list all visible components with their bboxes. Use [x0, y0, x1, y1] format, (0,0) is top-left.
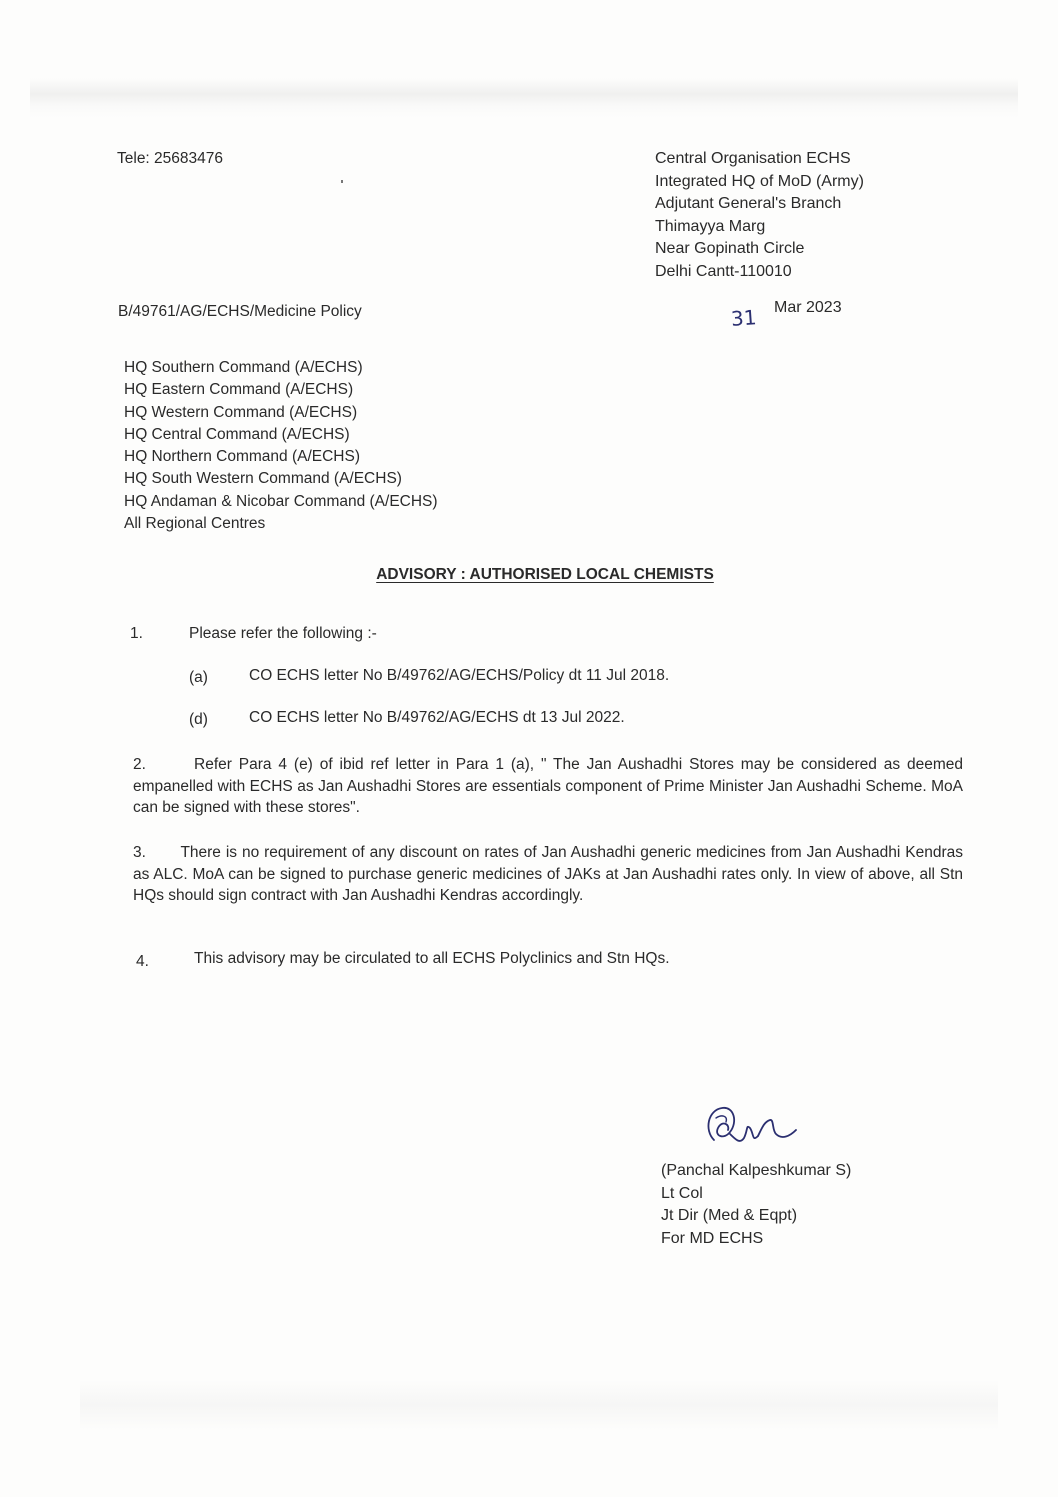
para-3-text: There is no requirement of any discount on rates of Jan Aushadhi generic medicines from Jan Aushadhi Kendras as ALC. MoA can be signed to purchase generic medicines of JAKs at Jan Aushadhi rates only. In view of above, all Stn HQs should sign contract with Jan Aushadhi Kendras accordingly.	[133, 844, 963, 904]
paragraph-3	[133, 842, 963, 907]
addressee: HQ Western Command (A/ECHS)	[124, 403, 358, 421]
addressee-list	[124, 357, 438, 535]
scan-shadow-bottom	[80, 1380, 998, 1430]
signatory-appointment: Jt Dir (Med & Eqpt)	[661, 1207, 798, 1224]
paragraph-2	[133, 754, 963, 819]
para-1-item-text: CO ECHS letter No B/49762/AG/ECHS dt 13 Jul 2022.	[249, 709, 625, 726]
para-4-number: 4.	[136, 953, 149, 970]
subject-heading	[0, 566, 1058, 584]
scan-shadow-top	[30, 78, 1018, 118]
subject-text: ADVISORY : AUTHORISED LOCAL CHEMISTS	[376, 566, 714, 583]
signatory-for-line: For MD ECHS	[661, 1229, 764, 1247]
addressee: HQ Central Command (A/ECHS)	[124, 425, 350, 443]
handwritten-signature	[700, 1100, 800, 1162]
para-4-text: This advisory may be circulated to all ECHS Polyclinics and Stn HQs.	[194, 950, 670, 967]
reference-number: B/49761/AG/ECHS/Medicine Policy	[118, 303, 362, 320]
sender-address	[655, 148, 864, 283]
para-1-text: Please refer the following :-	[189, 625, 377, 642]
para-1-item-label: (d)	[189, 711, 208, 728]
para-1-number: 1.	[130, 625, 143, 642]
para-1-item-text: CO ECHS letter No B/49762/AG/ECHS/Policy dt 11 Jul 2018.	[249, 667, 670, 684]
addressee: HQ Eastern Command (A/ECHS)	[124, 381, 354, 399]
telephone-number: Tele: 25683476	[117, 150, 224, 167]
para-1-item-label: (a)	[189, 669, 208, 686]
signature-block	[661, 1160, 851, 1250]
addressee: All Regional Centres	[124, 515, 266, 533]
signatory-name: (Panchal Kalpeshkumar S)	[661, 1162, 852, 1179]
address-line: Integrated HQ of MoD (Army)	[655, 172, 864, 190]
addressee: HQ South Western Command (A/ECHS)	[124, 470, 402, 488]
address-line: Near Gopinath Circle	[655, 240, 805, 257]
date-month-year: Mar 2023	[774, 299, 842, 316]
scan-speck	[341, 180, 343, 183]
addressee: HQ Southern Command (A/ECHS)	[124, 359, 363, 376]
para-3-number: 3.	[133, 844, 146, 861]
addressee: HQ Andaman & Nicobar Command (A/ECHS)	[124, 492, 438, 510]
address-line: Thimayya Marg	[655, 217, 766, 235]
para-2-text: Refer Para 4 (e) of ibid ref letter in Para 1 (a), " The Jan Aushadhi Stores may be considered as deemed empanelled with ECHS as Jan Aushadhi Stores are essentials component of Prime Minister Jan Aushadhi Scheme. MoA can be signed with these stores".	[133, 756, 963, 816]
date-day-handwritten: 31	[730, 305, 758, 331]
address-line: Delhi Cantt-110010	[655, 262, 792, 280]
address-line: Central Organisation ECHS	[655, 150, 851, 167]
signatory-rank: Lt Col	[661, 1184, 703, 1202]
address-line: Adjutant General's Branch	[655, 195, 842, 212]
addressee: HQ Northern Command (A/ECHS)	[124, 448, 361, 466]
para-2-number: 2.	[133, 756, 146, 773]
